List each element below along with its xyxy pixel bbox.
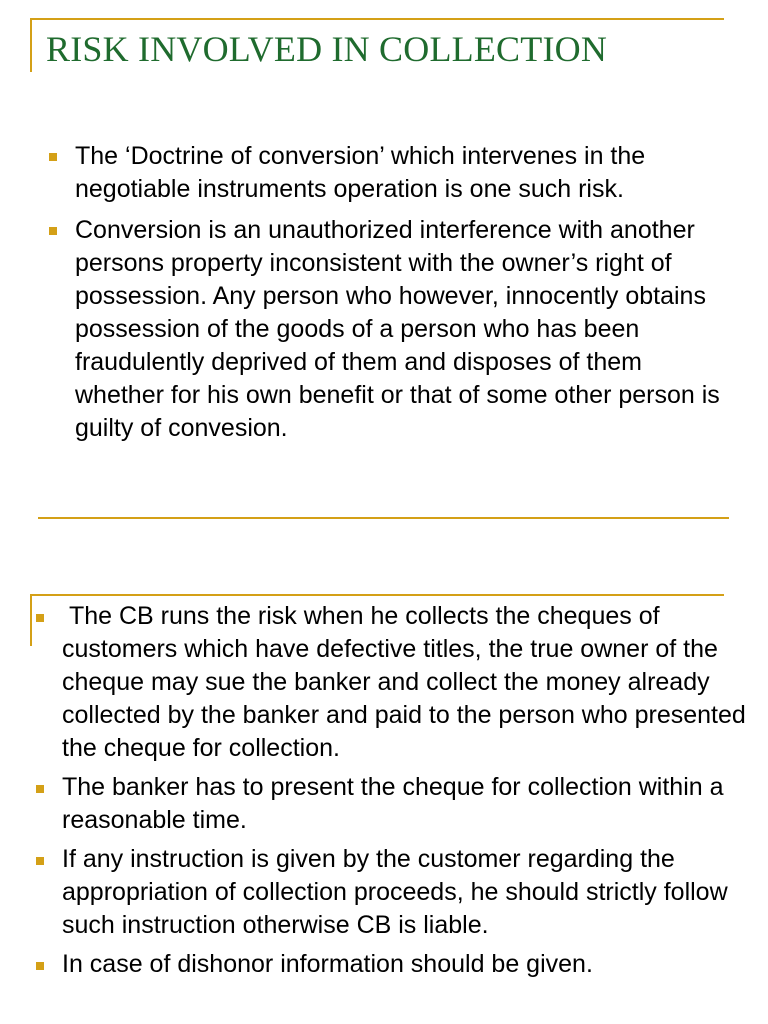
- slide-1-bullet-list: [75, 140, 735, 453]
- bullet-text: Conversion is an unauthorized interference with another persons property inconsistent with the owner’s right of possession. Any person who however, innocently obtains possession of the goods of a person who has been fraudulently deprived of them and disposes of them whether for his own benefit or that of some other person is guilty of convesion.: [75, 216, 720, 442]
- bullet-square-icon: [49, 227, 57, 235]
- bullet-item: [62, 843, 752, 942]
- slide-2-bullet-list: [62, 600, 752, 987]
- bullet-square-icon: [49, 153, 57, 161]
- bullet-text: If any instruction is given by the customer regarding the appropriation of collection proceeds, he should strictly follow such instruction otherwise CB is liable.: [62, 845, 728, 939]
- slide-2: [0, 520, 768, 1024]
- bullet-square-icon: [36, 785, 44, 793]
- bullet-item: [62, 948, 752, 981]
- bullet-square-icon: [36, 962, 44, 970]
- slide-divider: [38, 517, 729, 519]
- bullet-item: [75, 214, 735, 445]
- bullet-text: In case of dishonor information should be given.: [62, 950, 593, 978]
- slide-title: RISK INVOLVED IN COLLECTION: [46, 29, 608, 69]
- bullet-item: [62, 600, 752, 765]
- bullet-text: The banker has to present the cheque for collection within a reasonable time.: [62, 773, 724, 834]
- bullet-square-icon: [36, 614, 44, 622]
- bullet-text: The CB runs the risk when he collects the cheques of customers which have defective titles, the true owner of the cheque may sue the banker and collect the money already collected by the banker and paid to the person who presented the cheque for collection.: [62, 602, 753, 762]
- bullet-text: The ‘Doctrine of conversion’ which intervenes in the negotiable instruments operation is one such risk.: [75, 142, 646, 203]
- bullet-item: [62, 771, 752, 837]
- bullet-square-icon: [36, 857, 44, 865]
- bullet-item: [75, 140, 735, 206]
